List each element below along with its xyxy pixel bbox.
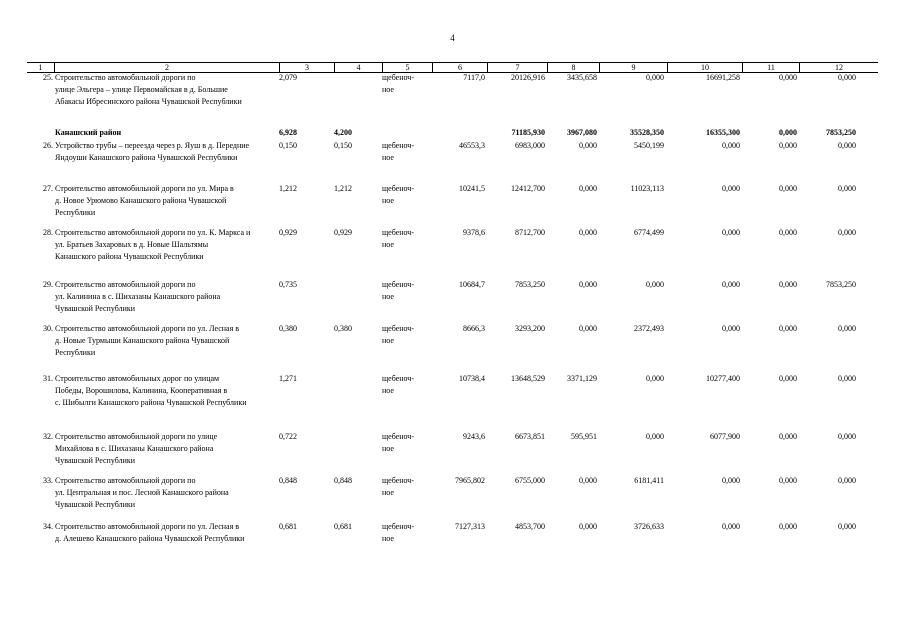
row-number: 26. (43, 141, 53, 150)
cell-c9: 0,000 (646, 73, 664, 82)
cell-c5: щебеноч- ное (382, 522, 414, 543)
cell-c9: 11023,113 (630, 184, 664, 193)
cell-c6: 10738,4 (459, 374, 485, 383)
row-description: Строительство автомобильной дороги по улице Михайлова в с. Шихазаны Канашского района Чувашской Республики (55, 432, 218, 465)
cell-c7: 6983,000 (515, 141, 545, 150)
cell-c8: 0,000 (579, 280, 597, 289)
cell-c6: 8666,3 (463, 324, 485, 333)
row-description: Строительство автомобильной дороги по ул. Калинина в с. Шихазаны Канашского района Чувашской Республики (55, 280, 221, 313)
cell-c8: 0,000 (579, 476, 597, 485)
cell-c3: 1,212 (279, 184, 297, 193)
cell-c9: 0,000 (646, 432, 664, 441)
column-header: 7 (487, 63, 547, 72)
cell-c6: 7117,0 (463, 73, 485, 82)
cell-c12: 0,000 (838, 522, 856, 531)
cell-c9: 6181,411 (634, 476, 664, 485)
row-description: Строительство автомобильной дороги по ул. Центральная и пос. Лесной Канашского района Чувашской Республики (55, 476, 229, 509)
row-number: 29. (43, 280, 53, 289)
cell-c5: щебеноч- ное (382, 374, 414, 395)
cell-c5: щебеноч- ное (382, 184, 414, 205)
row-number: 30. (43, 324, 53, 333)
cell-c7: 4853,700 (515, 522, 545, 531)
row-number: 27. (43, 184, 53, 193)
cell-c6: 46553,3 (459, 141, 485, 150)
cell-c9: 6774,499 (634, 228, 664, 237)
cell-c7: 13648,529 (511, 374, 545, 383)
cell-c12: 0,000 (838, 374, 856, 383)
cell-c4: 0,929 (334, 228, 352, 237)
row-number: 34. (43, 522, 53, 531)
cell-c12: 7853,250 (826, 128, 856, 137)
cell-c12: 0,000 (838, 73, 856, 82)
cell-c8: 0,000 (579, 324, 597, 333)
cell-c10: 0,000 (722, 476, 740, 485)
cell-c10: 0,000 (722, 228, 740, 237)
row-number: 32. (43, 432, 53, 441)
column-header: 3 (279, 63, 334, 72)
cell-c7: 12412,700 (511, 184, 545, 193)
cell-c12: 0,000 (838, 476, 856, 485)
row-number: 28. (43, 228, 53, 237)
cell-c9: 3726,633 (634, 522, 664, 531)
cell-c12: 7853,250 (826, 280, 856, 289)
cell-c6: 10241,5 (459, 184, 485, 193)
cell-c9: 35528,350 (630, 128, 664, 137)
cell-c4: 0,380 (334, 324, 352, 333)
cell-c11: 0,000 (779, 73, 797, 82)
cell-c11: 0,000 (779, 476, 797, 485)
cell-c3: 0,150 (279, 141, 297, 150)
cell-c12: 0,000 (838, 324, 856, 333)
cell-c7: 6755,000 (515, 476, 545, 485)
row-description: Строительство автомобильных дорог по улицам Победы, Ворошилова, Калинина, Кооперативная в с. Шибылги Канашского района Чувашской Республики (55, 374, 247, 407)
row-description: Канашский район (55, 128, 122, 137)
cell-c5: щебеноч- ное (382, 228, 414, 249)
cell-c10: 0,000 (722, 324, 740, 333)
cell-c7: 3293,200 (515, 324, 545, 333)
cell-c7: 8712,700 (515, 228, 545, 237)
cell-c12: 0,000 (838, 184, 856, 193)
cell-c10: 0,000 (722, 522, 740, 531)
cell-c3: 1,271 (279, 374, 297, 383)
cell-c8: 3967,080 (567, 128, 597, 137)
row-description: Строительство автомобильной дороги по ул. Лесная в д. Алешево Канашского района Чувашской Республики (55, 522, 245, 543)
cell-c11: 0,000 (779, 280, 797, 289)
cell-c10: 16691,258 (706, 73, 740, 82)
column-header: 5 (382, 63, 432, 72)
column-header: 8 (547, 63, 599, 72)
row-description: Строительство автомобильной дороги по ул. Мира в д. Новое Урюмово Канашского района Чувашской Республики (55, 184, 234, 217)
cell-c4: 0,848 (334, 476, 352, 485)
column-header: 1 (38, 63, 43, 72)
cell-c11: 0,000 (779, 432, 797, 441)
cell-c3: 0,929 (279, 228, 297, 237)
cell-c4: 0,150 (334, 141, 352, 150)
cell-c6: 7127,313 (455, 522, 485, 531)
cell-c8: 0,000 (579, 522, 597, 531)
cell-c3: 2,079 (279, 73, 297, 82)
cell-c11: 0,000 (779, 374, 797, 383)
cell-c7: 20126,916 (511, 73, 545, 82)
cell-c3: 6,928 (279, 128, 297, 137)
cell-c5: щебеноч- ное (382, 324, 414, 345)
cell-c11: 0,000 (779, 324, 797, 333)
cell-c8: 0,000 (579, 228, 597, 237)
cell-c7: 6673,851 (515, 432, 545, 441)
cell-c12: 0,000 (838, 432, 856, 441)
cell-c6: 7965,802 (455, 476, 485, 485)
cell-c8: 3371,129 (567, 374, 597, 383)
cell-c8: 0,000 (579, 184, 597, 193)
cell-c8: 0,000 (579, 141, 597, 150)
row-number: 33. (43, 476, 53, 485)
cell-c9: 0,000 (646, 280, 664, 289)
cell-c9: 0,000 (646, 374, 664, 383)
cell-c5: щебеноч- ное (382, 432, 414, 453)
page-number: 4 (450, 33, 455, 43)
row-description: Устройство трубы – переезда через р. Яуш в д. Передние Яндоуши Канашского района Чувашской Республики (55, 141, 250, 162)
cell-c12: 0,000 (838, 228, 856, 237)
row-description: Строительство автомобильной дороги по улице Эльгера – улице Первомайская в д. Большие Абакасы Ибресинского района Чувашской Республики (55, 73, 242, 106)
column-header: 12 (799, 63, 878, 72)
cell-c5: щебеноч- ное (382, 476, 414, 497)
cell-c4: 0,681 (334, 522, 352, 531)
row-number: 31. (43, 374, 53, 383)
row-description: Строительство автомобильной дороги по ул. К. Маркса и ул. Братьев Захаровых в д. Новые Шальтямы Канашского района Чувашской Республики (55, 228, 251, 261)
cell-c4: 1,212 (334, 184, 352, 193)
cell-c3: 0,735 (279, 280, 297, 289)
cell-c11: 0,000 (779, 184, 797, 193)
cell-c11: 0,000 (779, 128, 797, 137)
cell-c11: 0,000 (779, 228, 797, 237)
cell-c6: 10684,7 (459, 280, 485, 289)
column-header: 6 (432, 63, 487, 72)
cell-c10: 6077,900 (710, 432, 740, 441)
column-header: 10 (667, 63, 742, 72)
cell-c3: 0,380 (279, 324, 297, 333)
column-header: 9 (599, 63, 667, 72)
cell-c3: 0,722 (279, 432, 297, 441)
cell-c9: 5450,199 (634, 141, 664, 150)
cell-c11: 0,000 (779, 522, 797, 531)
cell-c10: 10277,400 (706, 374, 740, 383)
cell-c3: 0,681 (279, 522, 297, 531)
cell-c6: 9243,6 (463, 432, 485, 441)
cell-c10: 0,000 (722, 184, 740, 193)
column-header: 2 (54, 63, 279, 72)
cell-c5: щебеноч- ное (382, 280, 414, 301)
cell-c11: 0,000 (779, 141, 797, 150)
cell-c10: 0,000 (722, 141, 740, 150)
row-description: Строительство автомобильной дороги по ул. Лесная в д. Новые Турмыши Канашского района Чувашской Республики (55, 324, 240, 357)
cell-c10: 0,000 (722, 280, 740, 289)
cell-c4: 4,200 (334, 128, 352, 137)
cell-c7: 7853,250 (515, 280, 545, 289)
cell-c8: 595,951 (571, 432, 597, 441)
cell-c7: 71185,930 (511, 128, 545, 137)
cell-c8: 3435,658 (567, 73, 597, 82)
cell-c12: 0,000 (838, 141, 856, 150)
column-header: 11 (742, 63, 799, 72)
column-header: 4 (334, 63, 382, 72)
cell-c5: щебеноч- ное (382, 141, 414, 162)
cell-c5: щебеноч- ное (382, 73, 414, 94)
cell-c10: 16355,300 (706, 128, 740, 137)
row-number: 25. (43, 73, 53, 82)
cell-c6: 9378,6 (463, 228, 485, 237)
cell-c3: 0,848 (279, 476, 297, 485)
cell-c9: 2372,493 (634, 324, 664, 333)
